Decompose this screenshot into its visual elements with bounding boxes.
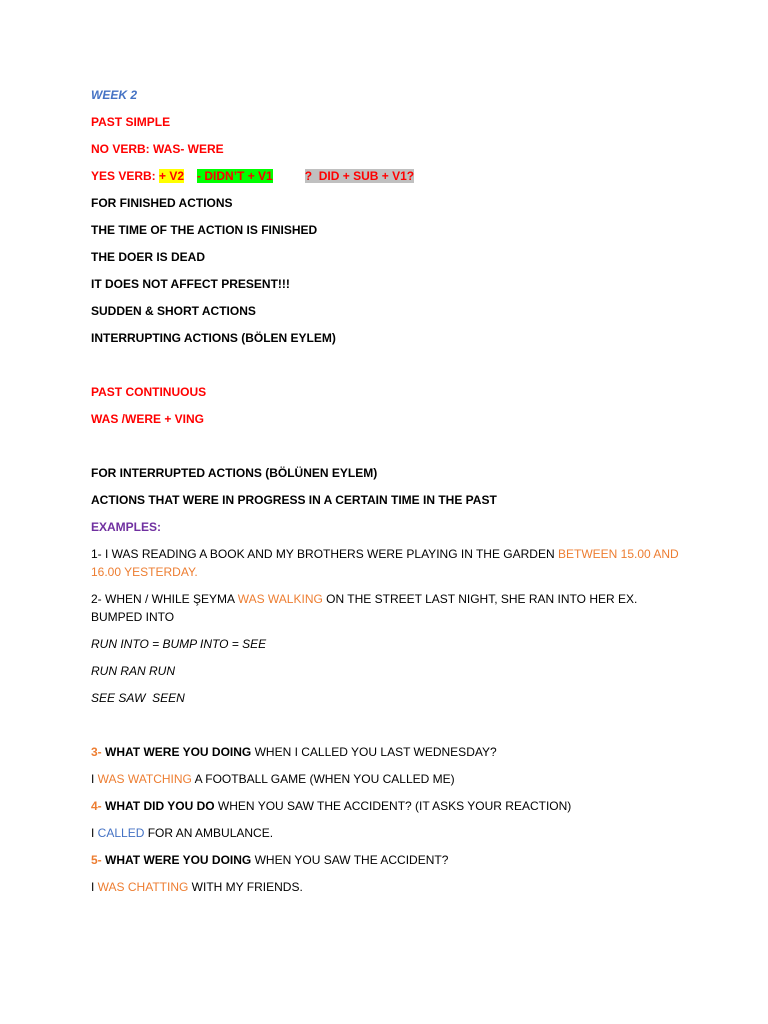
examples-label: EXAMPLES: xyxy=(91,520,162,534)
question-form: ? DID + SUB + V1? xyxy=(304,169,415,183)
yes-verb-prefix: YES VERB: xyxy=(91,169,160,183)
past-simple-title: PAST SIMPLE xyxy=(91,115,171,129)
example-4-answer-start: I xyxy=(91,826,98,840)
example-5-question-rest: WHEN YOU SAW THE ACCIDENT? xyxy=(251,853,449,867)
past-continuous-formula: WAS /WERE + VING xyxy=(91,412,205,426)
example-2-highlight: WAS WALKING xyxy=(237,592,323,606)
past-simple-use: FOR FINISHED ACTIONS xyxy=(91,196,233,210)
past-simple-use: INTERRUPTING ACTIONS (BÖLEN EYLEM) xyxy=(91,331,336,345)
example-3-answer-rest: A FOOTBALL GAME (WHEN YOU CALLED ME) xyxy=(191,772,455,786)
no-verb-rule: NO VERB: WAS- WERE xyxy=(91,142,224,156)
past-simple-use: THE TIME OF THE ACTION IS FINISHED xyxy=(91,223,318,237)
past-continuous-title: PAST CONTINUOUS xyxy=(91,385,207,399)
past-simple-use: THE DOER IS DEAD xyxy=(91,250,206,264)
week-heading: WEEK 2 xyxy=(91,88,138,102)
example-2-before: 2- WHEN / WHILE ŞEYMA xyxy=(91,592,238,606)
example-3-number: 3- xyxy=(91,745,106,759)
example-4-answer-highlight: CALLED xyxy=(97,826,145,840)
past-continuous-use: FOR INTERRUPTED ACTIONS (BÖLÜNEN EYLEM) xyxy=(91,466,378,480)
example-4-answer-rest: FOR AN AMBULANCE. xyxy=(144,826,274,840)
vocab-note: SEE SAW SEEN xyxy=(91,691,185,705)
example-3-question xyxy=(91,743,691,761)
past-simple-use: SUDDEN & SHORT ACTIONS xyxy=(91,304,256,318)
yes-verb-rule xyxy=(91,167,691,185)
example-5-answer xyxy=(91,878,691,896)
vocab-note: RUN INTO = BUMP INTO = SEE xyxy=(91,637,267,651)
example-5-answer-highlight: WAS CHATTING xyxy=(97,880,189,894)
example-1-highlight: BETWEEN 15.00 AND 16.00 YESTERDAY. xyxy=(91,547,683,579)
example-2-after: ON THE STREET LAST NIGHT, SHE RAN INTO HER EX. BUMPED INTO xyxy=(91,592,641,624)
example-5-question xyxy=(91,851,691,869)
example-1 xyxy=(91,545,691,581)
example-4-question xyxy=(91,797,691,815)
example-4-question-bold: WHAT DID YOU DO xyxy=(105,799,215,813)
example-3-answer xyxy=(91,770,691,788)
past-simple-use: IT DOES NOT AFFECT PRESENT!!! xyxy=(91,277,290,291)
example-3-question-bold: WHAT WERE YOU DOING xyxy=(105,745,252,759)
example-1-text: 1- I WAS READING A BOOK AND MY BROTHERS WERE PLAYING IN THE GARDEN xyxy=(91,547,558,561)
example-5-number: 5- xyxy=(91,853,106,867)
example-2 xyxy=(91,590,691,626)
example-5-question-bold: WHAT WERE YOU DOING xyxy=(105,853,252,867)
example-4-question-rest: WHEN YOU SAW THE ACCIDENT? (IT ASKS YOUR REACTION) xyxy=(214,799,572,813)
positive-form: + V2 xyxy=(159,169,185,183)
example-3-question-rest: WHEN I CALLED YOU LAST WEDNESDAY? xyxy=(251,745,497,759)
example-3-answer-start: I xyxy=(91,772,98,786)
example-5-answer-start: I xyxy=(91,880,98,894)
past-continuous-use: ACTIONS THAT WERE IN PROGRESS IN A CERTAIN TIME IN THE PAST xyxy=(91,493,497,507)
document-page xyxy=(91,86,691,905)
negative-form: - DIDN’T + V1 xyxy=(197,169,273,183)
vocab-note: RUN RAN RUN xyxy=(91,664,175,678)
example-5-answer-rest: WITH MY FRIENDS. xyxy=(188,880,303,894)
example-4-number: 4- xyxy=(91,799,106,813)
example-4-answer xyxy=(91,824,691,842)
example-3-answer-highlight: WAS WATCHING xyxy=(97,772,192,786)
